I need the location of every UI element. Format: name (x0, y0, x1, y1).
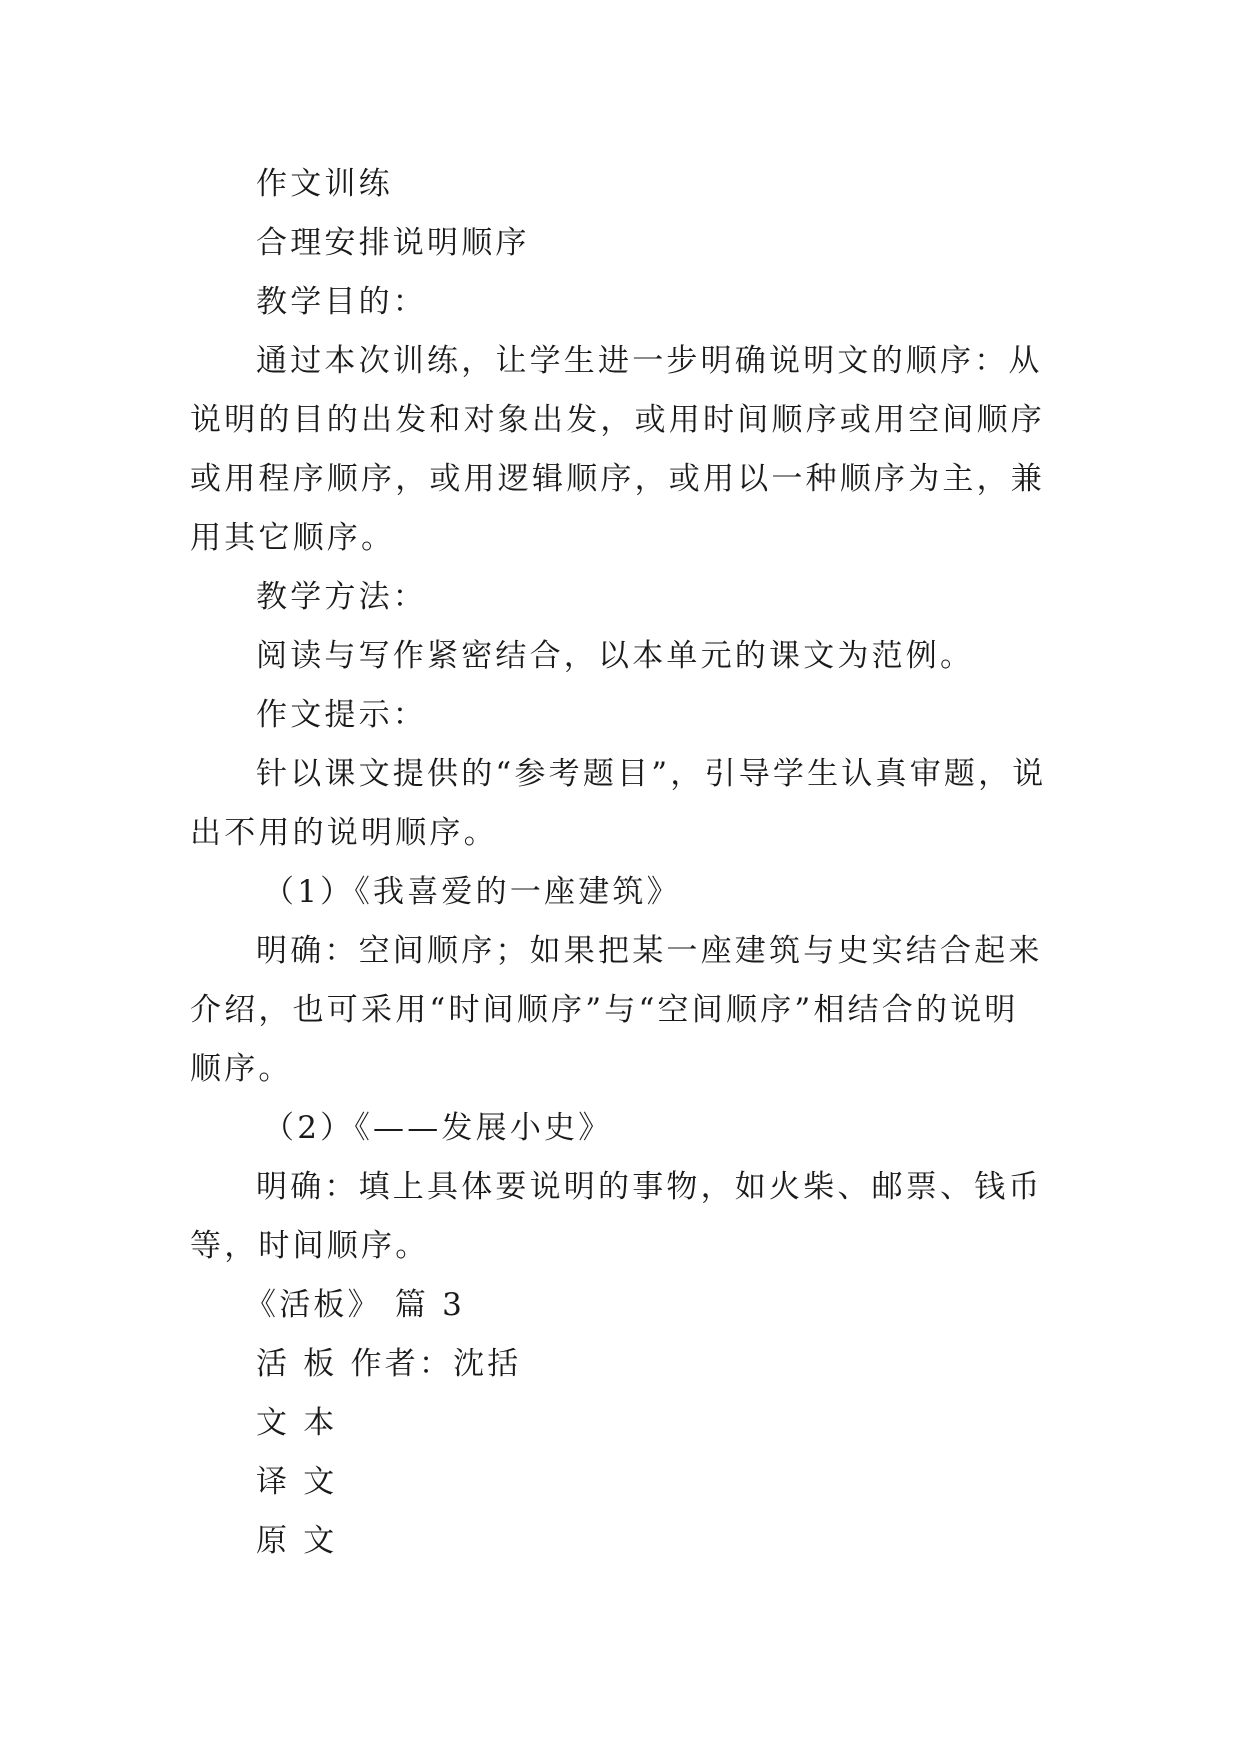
paragraph-item-2-answer: 明确：填上具体要说明的事物，如火柴、邮票、钱币等，时间顺序。 (190, 1169, 1043, 1264)
paragraph-item-2: （2）《——发展小史》 (263, 1110, 613, 1146)
paragraph-composition-hint-heading: 作文提示： (256, 697, 427, 733)
paragraph-composition-hint-body: 针以课文提供的“参考题目”，引导学生认真审题，说出不用的说明顺序。 (190, 756, 1047, 851)
paragraph-original-label: 原 文 (256, 1523, 338, 1559)
paragraph-text-label: 文 本 (256, 1405, 338, 1441)
paragraph-teaching-method-heading: 教学方法： (256, 579, 427, 615)
paragraph-translation-label: 译 文 (256, 1464, 338, 1500)
paragraph-teaching-method-body: 阅读与写作紧密结合，以本单元的课文为范例。 (256, 638, 975, 674)
paragraph-teaching-aim-body: 通过本次训练，让学生进一步明确说明文的顺序：从说明的目的出发和对象出发，或用时间顺序或用空间顺序或用程序顺序，或用逻辑顺序，或用以一种顺序为主，兼用其它顺序。 (190, 343, 1045, 556)
paragraph-item-1-answer: 明确：空间顺序；如果把某一座建筑与史实结合起来介绍，也可采用“时间顺序”与“空间顺序”相结合的说明顺序。 (190, 933, 1043, 1087)
paragraph-author-line: 活 板 作者：沈括 (256, 1346, 522, 1382)
paragraph-teaching-aim-heading: 教学目的： (256, 284, 427, 320)
paragraph-item-1: （1）《我喜爱的一座建筑》 (263, 874, 681, 910)
paragraph-subtitle: 合理安排说明顺序 (256, 225, 530, 261)
paragraph-title-composition-training: 作文训练 (256, 166, 393, 202)
paragraph-section-heading: 《活板》 篇 3 (245, 1287, 466, 1323)
